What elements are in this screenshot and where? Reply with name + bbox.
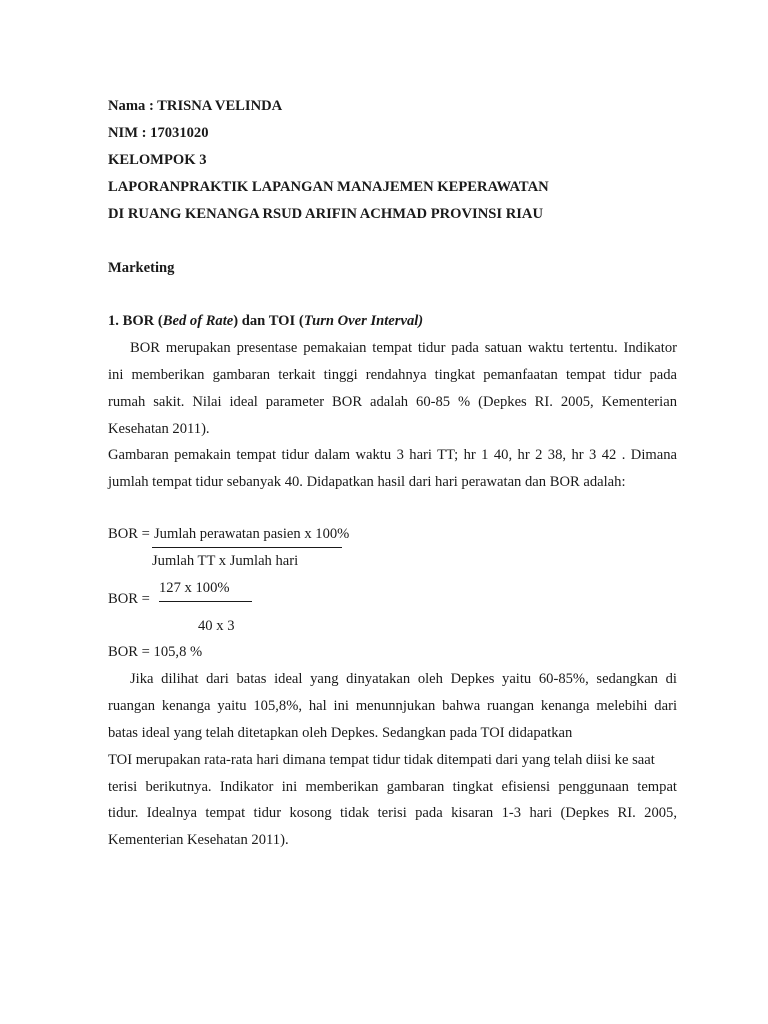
bor-result: BOR = 105,8 % — [108, 644, 203, 660]
formula-1-fraction-bar — [152, 547, 342, 548]
paragraph-3-line-1: Jika dilihat dari batas ideal yang dinyatakan oleh Depkes yaitu 60-85%, sedangkan di — [130, 671, 677, 687]
paragraph-1-line-1: BOR merupakan presentase pemakaian tempat tidur pada satuan waktu tertentu. Indikator — [130, 340, 677, 356]
bor-term: Bed of Rate — [162, 313, 234, 329]
student-nim: NIM : 17031020 — [108, 125, 209, 141]
paragraph-1-line-4: Kesehatan 2011). — [108, 421, 210, 437]
formula-1-denominator: Jumlah TT x Jumlah hari — [152, 553, 299, 569]
paragraph-3-line-3: batas ideal yang telah ditetapkan oleh Depkes. Sedangkan pada TOI didapatkan — [108, 725, 573, 741]
paragraph-2-line-2: jumlah tempat tidur sebanyak 40. Didapatkan hasil dari hari perawatan dan BOR adalah: — [108, 474, 626, 490]
formula-2-numerator: 127 x 100% — [159, 580, 230, 596]
subsection-middle: ) dan TOI ( — [233, 313, 304, 329]
toi-term: Turn Over Interval) — [303, 313, 424, 329]
paragraph-2-line-1: Gambaran pemakain tempat tidur dalam waktu 3 hari TT; hr 1 40, hr 2 38, hr 3 42 . Dimana — [108, 447, 677, 463]
paragraph-4-line-3: tidur. Idealnya tempat tidur kosong tidak terisi pada kisaran 1-3 hari (Depkes RI. 2005, — [108, 805, 677, 821]
paragraph-4-line-4: Kementerian Kesehatan 2011). — [108, 832, 289, 848]
report-title-line-1: LAPORANPRAKTIK LAPANGAN MANAJEMEN KEPERAWATAN — [108, 179, 549, 195]
group-number: KELOMPOK 3 — [108, 152, 207, 168]
formula-1-numerator: Jumlah perawatan pasien x 100% — [154, 526, 350, 542]
formula-2-denominator: 40 x 3 — [198, 618, 235, 634]
section-heading: Marketing — [108, 260, 175, 276]
student-name: Nama : TRISNA VELINDA — [108, 98, 283, 114]
paragraph-4-line-1: TOI merupakan rata-rata hari dimana tempat tidur tidak ditempati dari yang telah diisi ke saat — [108, 752, 655, 768]
paragraph-1-line-2: ini memberikan gambaran terkait tinggi rendahnya tingkat pemanfaatan tempat tidur pada — [108, 367, 677, 383]
formula-1-lhs: BOR = — [108, 526, 150, 542]
formula-2-fraction-bar — [159, 601, 252, 602]
paragraph-4-line-2: terisi berikutnya. Indikator ini memberikan gambaran tingkat efisiensi penggunaan tempat — [108, 779, 677, 795]
paragraph-1-line-3: rumah sakit. Nilai ideal parameter BOR adalah 60-85 % (Depkes RI. 2005, Kementerian — [108, 394, 677, 410]
report-title-line-2: DI RUANG KENANGA RSUD ARIFIN ACHMAD PROVINSI RIAU — [108, 206, 544, 222]
subsection-heading — [108, 312, 423, 330]
formula-2-lhs: BOR = — [108, 591, 150, 607]
subsection-prefix: 1. BOR ( — [108, 313, 163, 329]
paragraph-3-line-2: ruangan kenanga yaitu 105,8%, hal ini menunnjukan bahwa ruangan kenanga melebihi dari — [108, 698, 677, 714]
